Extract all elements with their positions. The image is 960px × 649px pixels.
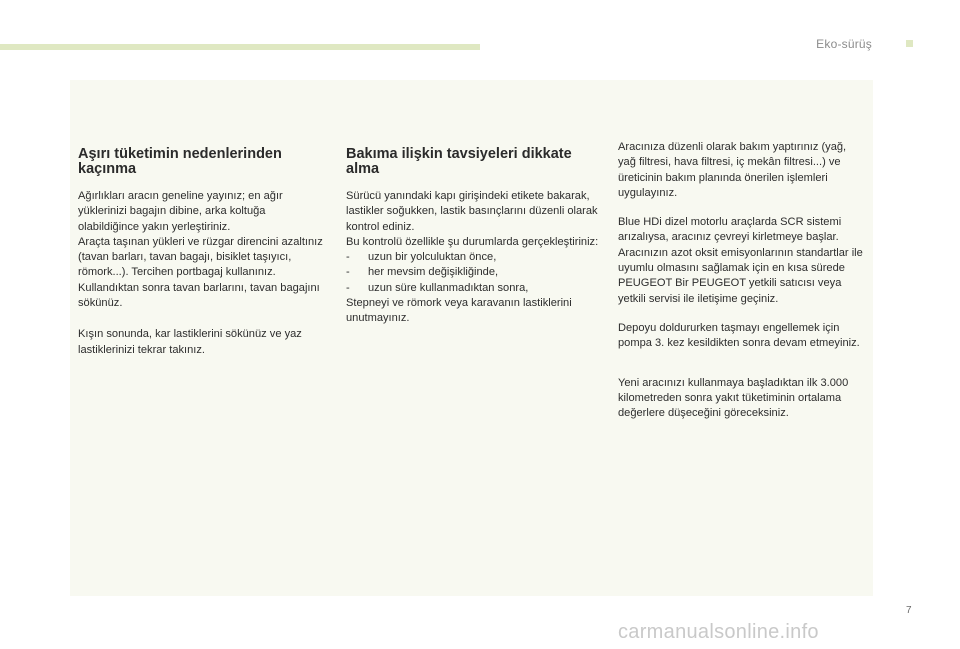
- list-item-text: uzun süre kullanmadıktan sonra,: [368, 281, 529, 294]
- load-distribution-text: Ağırlıkları aracın geneline yayınız; en ağır yüklerinizi bagajın dibine, arka koltuğa olabildiğince yakın yerleştiriniz.: [78, 190, 283, 233]
- watermark: carmanualsonline.info: [618, 621, 819, 643]
- header-accent-bar: [0, 44, 480, 50]
- tyre-pressure-text: Sürücü yanındaki kapı girişindeki etikete bakarak, lastikler soğukken, lastik basınçlarını düzenli olarak kontrol ediniz.: [346, 190, 598, 233]
- page-number: 7: [906, 605, 912, 616]
- load-reduction-text: Araçta taşınan yükleri ve rüzgar direncini azaltınız (tavan barları, tavan bagajı, bisiklet taşıyıcı, römork...). Tercihen portbagaj kullanınız.: [78, 235, 323, 279]
- list-dash: -: [346, 266, 350, 279]
- fuel-consumption-text: Yeni aracınızı kullanmaya başladıktan ilk 3.000 kilometreden sonra yakıt tüketiminin ortalama değerlere düşeceğini göreceksiniz.: [618, 376, 849, 420]
- list-item: [346, 250, 604, 265]
- spare-tyre-text: Stepneyi ve römork veya karavanın lastiklerini unutmayınız.: [346, 297, 572, 325]
- maintenance-heading: Bakıma ilişkin tavsiyeleri dikkate alma: [346, 146, 572, 177]
- list-dash: -: [346, 251, 350, 264]
- list-item: [346, 265, 604, 280]
- list-item-text: her mevsim değişikliğinde,: [368, 266, 499, 279]
- column-service-notes: [618, 140, 866, 421]
- roof-bars-text: Kullandıktan sonra tavan barlarını, tavan bagajını sökünüz.: [78, 281, 320, 310]
- overconsumption-heading: Aşırı tüketimin nedenlerinden kaçınma: [78, 146, 282, 177]
- list-item: [346, 281, 604, 296]
- list-dash: -: [346, 281, 350, 294]
- column-overconsumption: [78, 147, 328, 358]
- section-title: Eko-sürüş: [816, 37, 872, 51]
- check-intro-text: Bu kontrolü özellikle şu durumlarda gerçekleştiriniz:: [346, 235, 599, 248]
- list-item-text: uzun bir yolculuktan önce,: [368, 251, 497, 264]
- refuelling-text: Depoyu doldururken taşmayı engellemek için pompa 3. kez kesildikten sonra devam etmeyiniz.: [618, 321, 860, 350]
- column-maintenance-advice: [346, 147, 604, 327]
- scr-system-text: Blue HDi dizel motorlu araçlarda SCR sistemi arızalıysa, aracınız çevreyi kirletmeye başlar. Aracınızın azot oksit emisyonlarının standartlar ile uyumlu olmasını sağlamak için en kısa sürede PEUGEOT Bir PEUGEOT yetkili satıcısı veya yetkili servisi ile iletişime geçiniz.: [618, 216, 863, 305]
- section-marker: [906, 40, 913, 47]
- regular-service-text: Aracınıza düzenli olarak bakım yaptırınız (yağ, yağ filtresi, hava filtresi, iç mekân filtresi...) ve üreticinin bakım planında önerilen işlemleri uygulayınız.: [618, 141, 847, 199]
- winter-tyres-text: Kışın sonunda, kar lastiklerini sökünüz ve yaz lastiklerinizi tekrar takınız.: [78, 328, 302, 356]
